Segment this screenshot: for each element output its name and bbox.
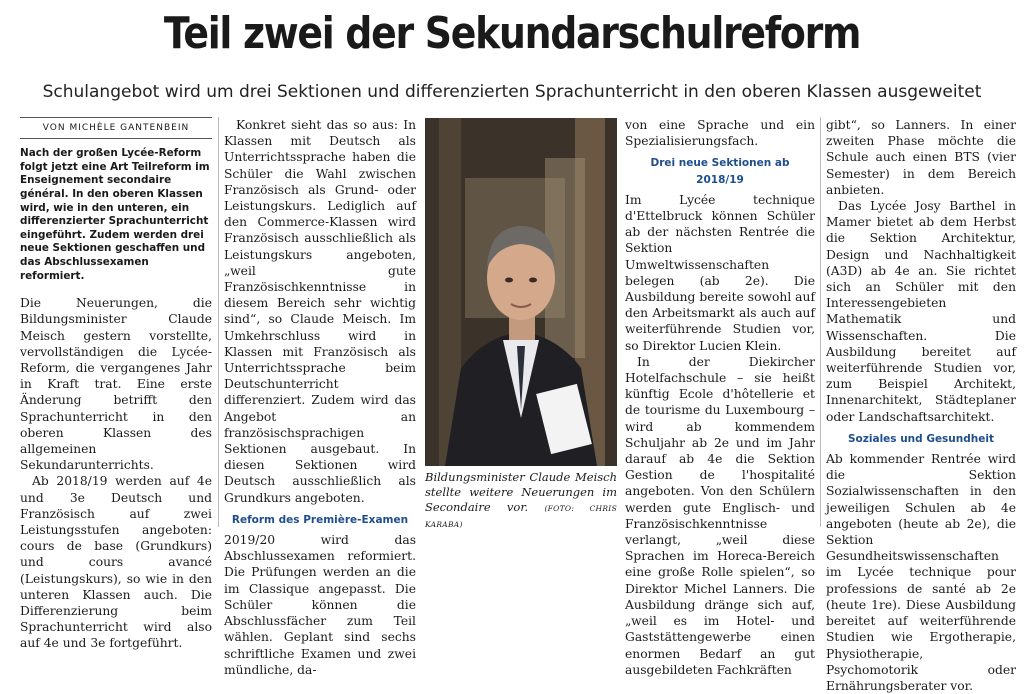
body-paragraph: Ab 2018/19 werden auf 4e und 3e Deutsch und Französisch auf zwei Leistungsstufen angeboten: cours de base (Grundkurs) und cours avancé (Leistungskurs), so wie in den unteren Klassen auch. Die Differenzierung beim Sprachunterricht wird also auf 4e und 3e fortgeführt. [20, 474, 212, 651]
body-paragraph: von eine Sprache und ein Spezialisierungsfach. [625, 118, 815, 149]
column-1 [20, 117, 212, 652]
column-4 [826, 117, 1016, 694]
photo-caption [425, 470, 617, 532]
headline: Teil zwei der Sekundarschulreform [163, 8, 861, 59]
body-paragraph: Im Lycée technique d'Ettelbruck können Schüler ab der nächsten Rentrée die Sektion Umweltwissenschaften belegen (ab 2e). Die Ausbildung bereite sowohl auf den Arbeitsmarkt als auch auf weiterführende Studien vor, so Direktor Lucien Klein. [625, 192, 815, 353]
body-paragraph: Ab kommender Rentrée wird die Sektion Sozialwissenschaften in den jeweiligen Schulen ab 4e angeboten (heute ab 2e), die Sektion Gesundheitswissenschaften im Lycée technique pour professions de santé ab 2e (heute 1re). Diese Ausbildung bereitet auf weiterführende Studien wie Ergotherapie, Physiotherapie, Psychomotorik oder Ernährungsberater vor. [826, 452, 1016, 693]
photo-credit: (FOTO: CHRIS KARABA) [425, 504, 618, 529]
body-paragraph: Konkret sieht das so aus: In Klassen mit Deutsch als Unterrichtssprache haben die Schüler die Wahl zwischen Französisch als Grund- oder Leistungskurs. Lediglich auf den Commerce-Klassen wird Französisch ausschließlich als Leistungskurs angeboten, „weil gute Französischkenntnisse in diesem Bereich sehr wichtig sind“, so Claude Meisch. Im Umkehrschluss wird in Klassen mit Französisch als Unterrichtssprache beim Deutschunterricht differenziert. Zudem wird das Angebot an französischsprachigen Sektionen ausgebaut. In diesen Sektionen wird Deutsch ausschließlich als Grundkurs angeboten. [224, 118, 416, 505]
body-paragraph: Das Lycée Josy Barthel in Mamer bietet ab dem Herbst die Sektion Architektur, Design und Nachhaltigkeit (A3D) ab 4e an. Sie richtet sich an Schüler mit den Interessengebieten Mathematik und Wissenschaften. Die Ausbildung bereitet auf weiterführende Studien vor, zum Beispiel Architekt, Innenarchitekt, Städteplaner oder Landschaftsarchitekt. [826, 199, 1016, 424]
section-subtitle: Soziales und Gesundheit [848, 432, 994, 445]
minister-photo [425, 118, 617, 466]
byline: VON MICHÈLE GANTENBEIN [20, 117, 212, 139]
section-subtitle: Drei neue Sektionen ab 2018/19 [650, 157, 790, 186]
photo-illustration [425, 118, 617, 466]
caption-text: Bildungsminister Claude Meisch stellte weitere Neuerungen im Secondaire vor. [425, 470, 617, 514]
column-2 [224, 117, 416, 678]
body-paragraph: gibt“, so Lanners. In einer zweiten Phase möchte die Schule auch einen BTS (vier Semester) in dem Bereich anbieten. [826, 118, 1016, 197]
lead-paragraph: Nach der großen Lycée-Reform folgt jetzt eine Art Teilreform im Enseignement secondaire général. In den oberen Klassen wird, wie in den unteren, ein differenzierter Sprachunterricht eingeführt. Zudem werden drei neue Sektionen geschaffen und das Abschlussexamen reformiert. [20, 147, 210, 282]
subheadline: Schulangebot wird um drei Sektionen und differenzierten Sprachunterricht in den oberen Klassen ausgeweitet [42, 82, 982, 102]
body-paragraph: Die Neuerungen, die Bildungsminister Claude Meisch gestern vorstellte, vervollständigen die Lycée-Reform, die vergangenes Jahr in Kraft trat. Eine erste Änderung betrifft den Sprachunterricht in den oberen Klassen des allgemeinen Sekundarunterrichts. [20, 296, 212, 473]
column-rule [218, 117, 219, 527]
body-paragraph: In der Diekircher Hotelfachschule – sie heißt künftig Ecole d'hôtellerie et de tourisme du Luxembourg – wird ab kommendem Schuljahr ab 2e und im Jahr darauf ab 4e die Sektion Gestion de l'hospitalité angeboten. Von den Schülern werden gute Englisch- und Französischkenntnisse verlangt, „weil diese Sprachen im Horeca-Bereich eine große Rolle spielen“, so Direktor Michel Lanners. Die Ausbildung dränge sich auf, „weil es im Hotel- und Gaststättengewerbe einen enormen Bedarf an gut ausgebildeten Fachkräften [625, 354, 815, 677]
body-paragraph: 2019/20 wird das Abschlussexamen reformiert. Die Prüfungen werden an die im Classique angepasst. Die Schüler können die Abschlussfächer zum Teil wählen. Geplant sind sechs schriftliche Examen und zwei mündliche, da- [224, 533, 416, 677]
section-subtitle: Reform des Première-Examen [231, 513, 409, 526]
column-3 [625, 117, 815, 678]
column-rule [820, 117, 821, 527]
